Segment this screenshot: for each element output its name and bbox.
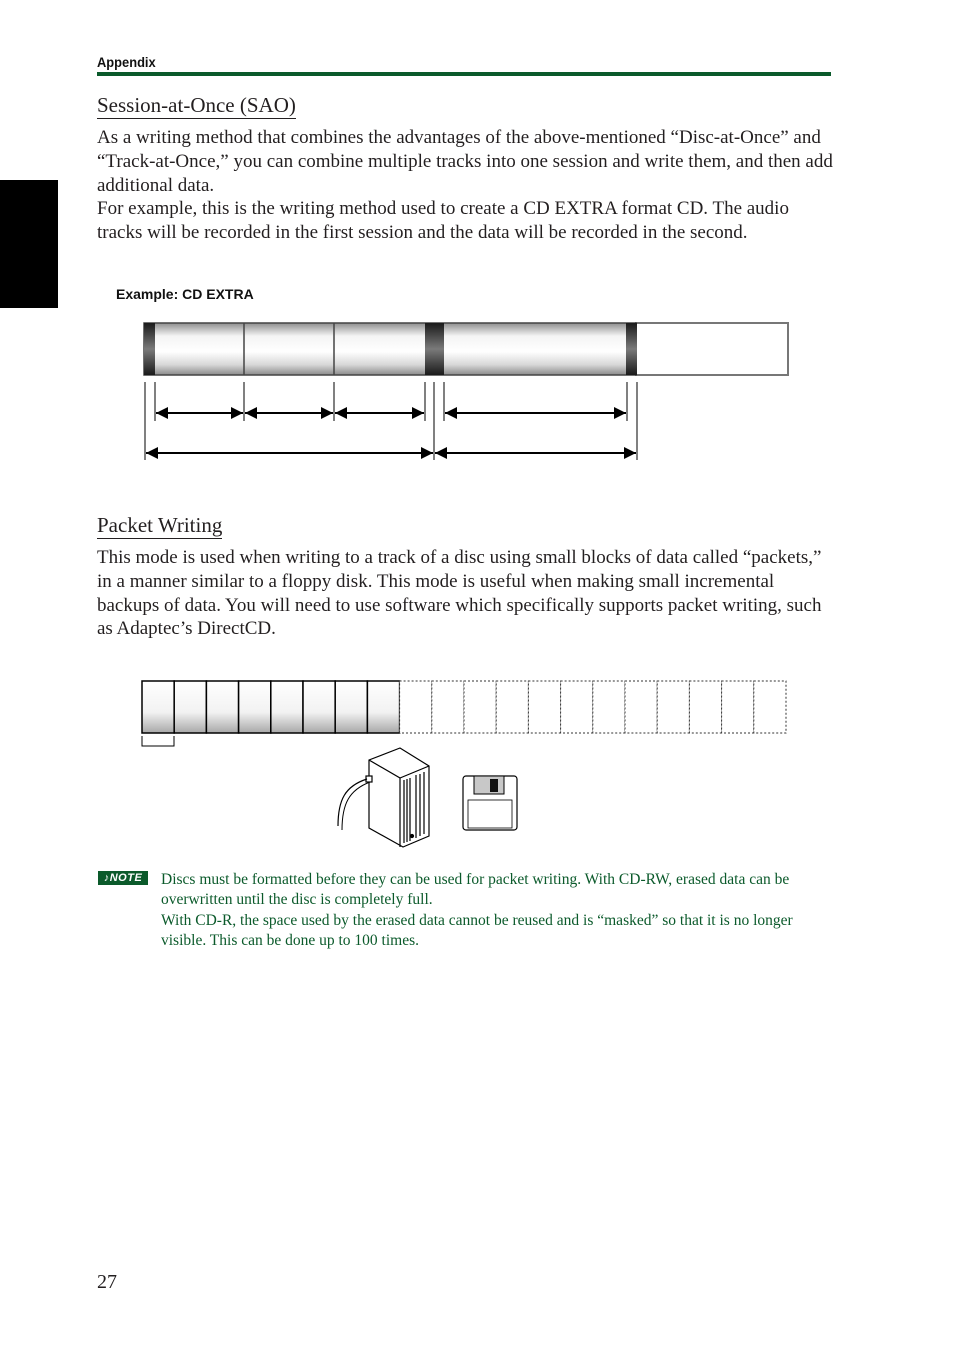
empty-packet <box>593 681 625 733</box>
empty-packet <box>754 681 786 733</box>
written-packet <box>335 681 367 733</box>
written-packet <box>303 681 335 733</box>
written-packet <box>239 681 271 733</box>
written-packet <box>271 681 303 733</box>
external-cd-drive-icon <box>338 748 429 847</box>
empty-packet <box>561 681 593 733</box>
written-packet <box>367 681 399 733</box>
sao-paragraph-1: As a writing method that combines the advantages of the above-mentioned “Disc-at-Once” and “Track-at-Once,” you can combine multiple tracks into one session and write them, and then add additional data. <box>97 127 833 196</box>
empty-packet <box>496 681 528 733</box>
empty-packet <box>528 681 560 733</box>
disc-recorded-area <box>144 323 636 375</box>
packet-heading: Packet Writing <box>97 513 223 537</box>
example-label: Example: CD EXTRA <box>116 286 254 302</box>
lead-in-marker-1 <box>144 323 155 375</box>
disc-unused-area <box>636 323 788 375</box>
empty-packet <box>722 681 754 733</box>
page-number: 27 <box>97 1271 117 1293</box>
empty-packets <box>400 681 786 733</box>
floppy-disk-icon <box>463 776 517 830</box>
empty-packet <box>432 681 464 733</box>
written-packet <box>142 681 174 733</box>
written-packet <box>206 681 238 733</box>
running-header: Appendix <box>97 54 156 70</box>
packet-paragraph: This mode is used when writing to a track of a disc using small blocks of data called “packets,” in a manner similar to a floppy disk. This mode is useful when making small incremental backups of data. You will need to use software which specifically supports packet writing, such as Adaptec’s DirectCD. <box>97 547 822 640</box>
packet-body <box>97 546 837 641</box>
written-packets <box>142 681 400 733</box>
note-line-2: With CD-R, the space used by the erased data cannot be reused and is “masked” so that it is no longer visible. This can be done up to 100 times. <box>161 911 793 949</box>
session-gap-marker <box>425 323 444 375</box>
lead-out-marker <box>626 323 637 375</box>
written-packet <box>174 681 206 733</box>
note-text <box>161 870 829 951</box>
empty-packet <box>657 681 689 733</box>
cd-extra-diagram <box>144 323 788 460</box>
sao-heading: Session-at-Once (SAO) <box>97 93 296 117</box>
packet-bracket <box>142 736 174 746</box>
note-line-1: Discs must be formatted before they can be used for packet writing. With CD-RW, erased data can be overwritten until the disc is completely full. <box>161 871 790 909</box>
guide-lines <box>145 382 637 460</box>
note-badge: ♪NOTE <box>98 871 148 885</box>
empty-packet <box>464 681 496 733</box>
empty-packet <box>625 681 657 733</box>
packet-writing-diagram <box>142 681 786 847</box>
note-badge-label: NOTE <box>109 872 143 884</box>
empty-packet <box>689 681 721 733</box>
empty-packet <box>400 681 432 733</box>
sao-paragraph-2: For example, this is the writing method used to create a CD EXTRA format CD. The audio tracks will be recorded in the first session and the data will be recorded in the second. <box>97 198 789 244</box>
